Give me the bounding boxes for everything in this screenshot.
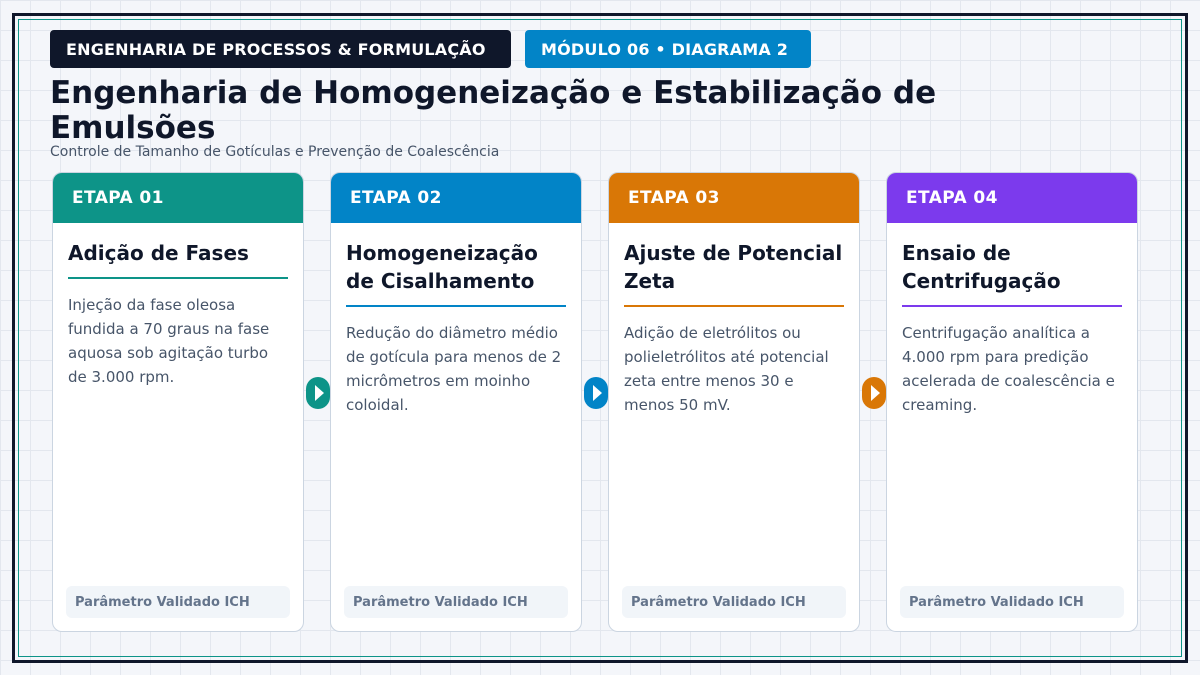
module-badge: MÓDULO 06 • DIAGRAMA 2 [525, 30, 811, 68]
step-card-2 [330, 172, 582, 632]
step-label: ETAPA 02 [350, 188, 442, 208]
step-label: ETAPA 03 [628, 188, 720, 208]
step-label: ETAPA 04 [906, 188, 998, 208]
page-subtitle: Controle de Tamanho de Gotículas e Prevenção de Coalescência [50, 144, 500, 160]
step-header [887, 173, 1137, 223]
connector-arrow-2 [584, 377, 608, 409]
step-footer-badge [622, 586, 846, 618]
step-footer-label: Parâmetro Validado ICH [631, 594, 806, 610]
step-label: ETAPA 01 [72, 188, 164, 208]
chevron-right-icon [862, 377, 886, 409]
category-badge: ENGENHARIA DE PROCESSOS & FORMULAÇÃO [50, 30, 511, 68]
step-title: Adição de Fases [68, 239, 288, 279]
step-title: Ensaio de Centrifugação [902, 239, 1122, 307]
step-header [53, 173, 303, 223]
step-title: Ajuste de Potencial Zeta [624, 239, 844, 307]
page-title: Engenharia de Homogeneização e Estabilização de Emulsões [50, 75, 937, 146]
connector-arrow-1 [306, 377, 330, 409]
step-card-3 [608, 172, 860, 632]
connector-arrow-3 [862, 377, 886, 409]
step-description: Injeção da fase oleosa fundida a 70 graus na fase aquosa sob agitação turbo de 3.000 rpm. [68, 296, 270, 386]
step-footer-badge [344, 586, 568, 618]
step-header [609, 173, 859, 223]
step-description: Redução do diâmetro médio de gotícula para menos de 2 micrômetros em moinho coloidal. [346, 324, 562, 414]
step-footer-label: Parâmetro Validado ICH [909, 594, 1084, 610]
header-badges [50, 30, 811, 68]
step-footer-badge [900, 586, 1124, 618]
step-title: Homogeneização de Cisalhamento [346, 239, 566, 307]
step-footer-label: Parâmetro Validado ICH [353, 594, 528, 610]
step-description: Adição de eletrólitos ou polieletrólitos até potencial zeta entre menos 30 e menos 50 mV. [624, 324, 829, 414]
chevron-right-icon [584, 377, 608, 409]
step-footer-badge [66, 586, 290, 618]
step-footer-label: Parâmetro Validado ICH [75, 594, 250, 610]
chevron-right-icon [306, 377, 330, 409]
step-header [331, 173, 581, 223]
step-card-1 [52, 172, 304, 632]
step-description: Centrifugação analítica a 4.000 rpm para predição acelerada de coalescência e creaming. [902, 324, 1115, 414]
step-card-4 [886, 172, 1138, 632]
